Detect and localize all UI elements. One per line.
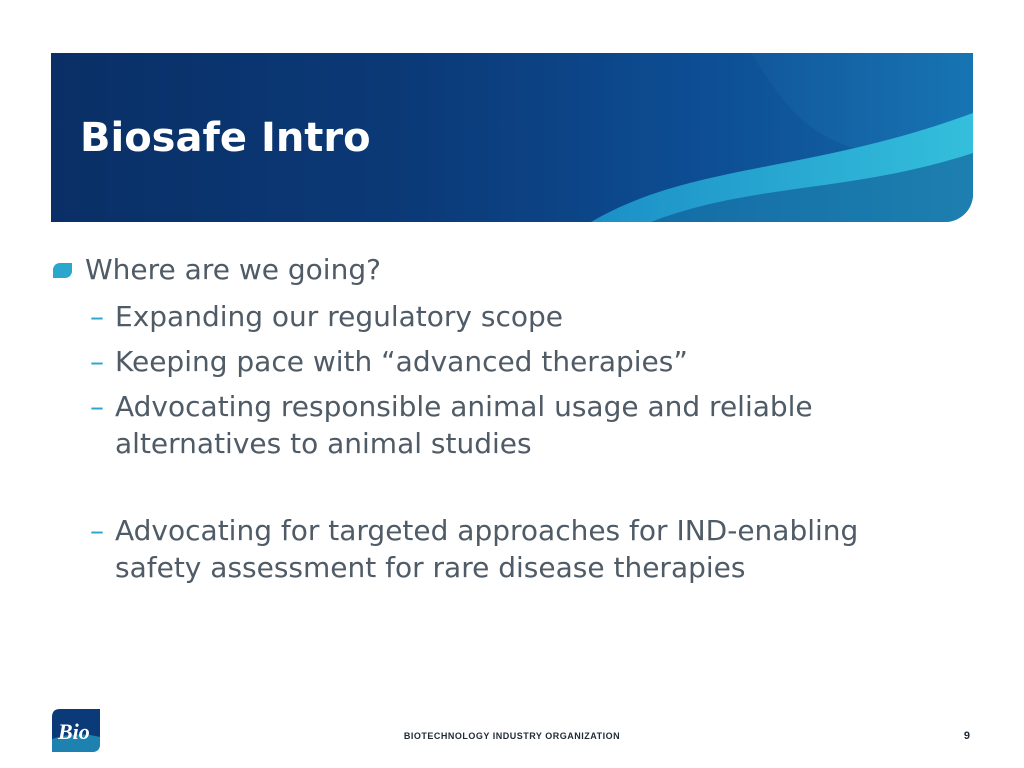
bullet-text: Where are we going? [85, 253, 381, 286]
bullet-marker-icon [53, 263, 72, 278]
sub-bullet-text: Advocating for targeted approaches for IND-enabling safety assessment for rare disease therapies [115, 514, 859, 584]
sub-bullet-text: Advocating responsible animal usage and reliable alternatives to animal studies [115, 390, 813, 460]
bio-logo-text: Bio [58, 719, 90, 744]
sub-bullet-item [52, 512, 932, 586]
page-number: 9 [963, 730, 970, 742]
sub-bullet-item [52, 298, 932, 335]
dash-icon: – [90, 300, 104, 333]
bullet-item [52, 250, 932, 290]
sub-bullet-item [52, 388, 932, 462]
sub-bullet-item [52, 343, 932, 380]
dash-icon: – [90, 390, 104, 423]
dash-icon: – [90, 345, 104, 378]
dash-icon: – [90, 514, 104, 547]
footer-organization: BIOTECHNOLOGY INDUSTRY ORGANIZATION [403, 731, 621, 741]
slide-title: Biosafe Intro [80, 115, 371, 161]
sub-bullet-text: Keeping pace with “advanced therapies” [115, 345, 688, 378]
sub-bullet-text: Expanding our regulatory scope [115, 300, 563, 333]
slide-content [52, 250, 932, 586]
